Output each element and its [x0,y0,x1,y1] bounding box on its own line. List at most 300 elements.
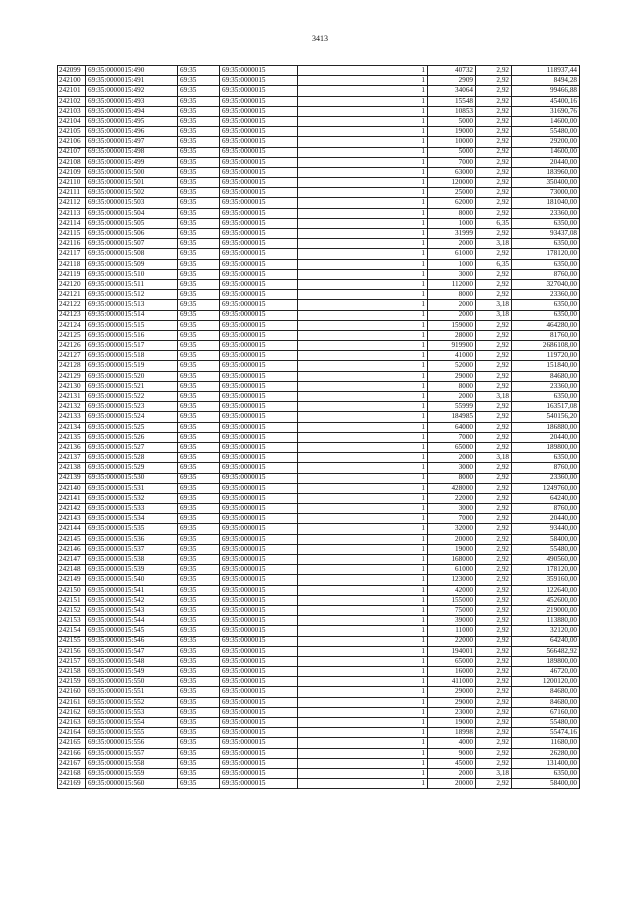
cadastral-number: 69:35:0000015:534 [86,514,178,524]
table-row [58,667,580,677]
count-cell: 1 [298,167,428,177]
cadastral-number: 69:35:0000015:538 [86,555,178,565]
quarter-number: 69:35:0000015 [220,381,298,391]
quarter-number: 69:35:0000015 [220,707,298,717]
quarter-number: 69:35:0000015 [220,493,298,503]
count-cell: 1 [298,677,428,687]
table-row [58,473,580,483]
district-code: 69:35 [178,595,220,605]
cadastral-number: 69:35:0000015:546 [86,636,178,646]
cadastral-number: 69:35:0000015:500 [86,167,178,177]
table-row [58,728,580,738]
count-cell: 1 [298,310,428,320]
cadastral-number: 69:35:0000015:496 [86,127,178,137]
row-number: 242118 [58,259,86,269]
table-row [58,371,580,381]
rate-cell: 2,92 [476,96,512,106]
table-row [58,402,580,412]
table-row [58,493,580,503]
rate-cell: 2,92 [476,198,512,208]
row-number: 242165 [58,738,86,748]
value-cell: 58400,00 [512,779,580,789]
table-row [58,483,580,493]
row-number: 242119 [58,269,86,279]
value-cell: 81760,00 [512,330,580,340]
cadastral-number: 69:35:0000015:536 [86,534,178,544]
row-number: 242153 [58,616,86,626]
area-cell: 15548 [428,96,476,106]
value-cell: 67160,00 [512,707,580,717]
value-cell: 540156,20 [512,412,580,422]
cadastral-number: 69:35:0000015:503 [86,198,178,208]
area-cell: 919900 [428,341,476,351]
count-cell: 1 [298,229,428,239]
district-code: 69:35 [178,116,220,126]
district-code: 69:35 [178,66,220,76]
district-code: 69:35 [178,239,220,249]
table-row [58,748,580,758]
district-code: 69:35 [178,188,220,198]
district-code: 69:35 [178,677,220,687]
district-code: 69:35 [178,656,220,666]
quarter-number: 69:35:0000015 [220,239,298,249]
rate-cell: 2,92 [476,758,512,768]
table-row [58,147,580,157]
value-cell: 55480,00 [512,127,580,137]
cadastral-number: 69:35:0000015:517 [86,341,178,351]
table-row [58,290,580,300]
row-number: 242121 [58,290,86,300]
district-code: 69:35 [178,524,220,534]
value-cell: 73000,00 [512,188,580,198]
table-row [58,605,580,615]
quarter-number: 69:35:0000015 [220,544,298,554]
row-number: 242123 [58,310,86,320]
cadastral-number: 69:35:0000015:545 [86,626,178,636]
quarter-number: 69:35:0000015 [220,555,298,565]
table-row [58,208,580,218]
district-code: 69:35 [178,707,220,717]
table-row [58,412,580,422]
count-cell: 1 [298,66,428,76]
count-cell: 1 [298,697,428,707]
district-code: 69:35 [178,300,220,310]
quarter-number: 69:35:0000015 [220,687,298,697]
count-cell: 1 [298,127,428,137]
value-cell: 490560,00 [512,555,580,565]
cadastral-number: 69:35:0000015:544 [86,616,178,626]
district-code: 69:35 [178,402,220,412]
quarter-number: 69:35:0000015 [220,442,298,452]
quarter-number: 69:35:0000015 [220,565,298,575]
table-row [58,636,580,646]
count-cell: 1 [298,412,428,422]
rate-cell: 2,92 [476,504,512,514]
district-code: 69:35 [178,106,220,116]
count-cell: 1 [298,453,428,463]
cadastral-number: 69:35:0000015:542 [86,595,178,605]
count-cell: 1 [298,442,428,452]
area-cell: 8000 [428,208,476,218]
count-cell: 1 [298,330,428,340]
area-cell: 18998 [428,728,476,738]
rate-cell: 2,92 [476,147,512,157]
quarter-number: 69:35:0000015 [220,198,298,208]
table-row [58,279,580,289]
district-code: 69:35 [178,555,220,565]
count-cell: 1 [298,565,428,575]
district-code: 69:35 [178,127,220,137]
quarter-number: 69:35:0000015 [220,76,298,86]
quarter-number: 69:35:0000015 [220,259,298,269]
area-cell: 2000 [428,392,476,402]
cadastral-number: 69:35:0000015:532 [86,493,178,503]
count-cell: 1 [298,320,428,330]
value-cell: 6350,00 [512,310,580,320]
rate-cell: 2,92 [476,636,512,646]
value-cell: 93437,08 [512,229,580,239]
value-cell: 32120,00 [512,626,580,636]
rate-cell: 2,92 [476,646,512,656]
value-cell: 181040,00 [512,198,580,208]
quarter-number: 69:35:0000015 [220,728,298,738]
value-cell: 23360,00 [512,290,580,300]
rate-cell: 2,92 [476,779,512,789]
cadastral-number: 69:35:0000015:553 [86,707,178,717]
count-cell: 1 [298,402,428,412]
row-number: 242144 [58,524,86,534]
cadastral-number: 69:35:0000015:552 [86,697,178,707]
row-number: 242155 [58,636,86,646]
row-number: 242110 [58,178,86,188]
table-row [58,595,580,605]
value-cell: 178120,00 [512,249,580,259]
count-cell: 1 [298,728,428,738]
area-cell: 75000 [428,605,476,615]
rate-cell: 2,92 [476,290,512,300]
area-cell: 2000 [428,300,476,310]
rate-cell: 2,92 [476,687,512,697]
quarter-number: 69:35:0000015 [220,341,298,351]
cadastral-number: 69:35:0000015:550 [86,677,178,687]
rate-cell: 2,92 [476,667,512,677]
district-code: 69:35 [178,442,220,452]
cadastral-number: 69:35:0000015:521 [86,381,178,391]
count-cell: 1 [298,259,428,269]
rate-cell: 2,92 [476,473,512,483]
area-cell: 28000 [428,330,476,340]
cadastral-number: 69:35:0000015:509 [86,259,178,269]
district-code: 69:35 [178,361,220,371]
quarter-number: 69:35:0000015 [220,310,298,320]
area-cell: 7000 [428,157,476,167]
count-cell: 1 [298,239,428,249]
cadastral-number: 69:35:0000015:497 [86,137,178,147]
count-cell: 1 [298,667,428,677]
district-code: 69:35 [178,249,220,259]
count-cell: 1 [298,718,428,728]
cadastral-number: 69:35:0000015:528 [86,453,178,463]
count-cell: 1 [298,605,428,615]
area-cell: 411000 [428,677,476,687]
row-number: 242131 [58,392,86,402]
table-row [58,330,580,340]
rate-cell: 2,92 [476,595,512,605]
table-row [58,310,580,320]
district-code: 69:35 [178,544,220,554]
rate-cell: 2,92 [476,127,512,137]
quarter-number: 69:35:0000015 [220,636,298,646]
row-number: 242109 [58,167,86,177]
district-code: 69:35 [178,229,220,239]
count-cell: 1 [298,748,428,758]
cadastral-number: 69:35:0000015:541 [86,585,178,595]
quarter-number: 69:35:0000015 [220,483,298,493]
value-cell: 6350,00 [512,392,580,402]
quarter-number: 69:35:0000015 [220,504,298,514]
rate-cell: 3,18 [476,768,512,778]
district-code: 69:35 [178,738,220,748]
row-number: 242103 [58,106,86,116]
rate-cell: 2,92 [476,575,512,585]
value-cell: 55480,00 [512,718,580,728]
cadastral-number: 69:35:0000015:526 [86,432,178,442]
count-cell: 1 [298,137,428,147]
cadastral-number: 69:35:0000015:540 [86,575,178,585]
row-number: 242148 [58,565,86,575]
district-code: 69:35 [178,320,220,330]
row-number: 242133 [58,412,86,422]
rate-cell: 2,92 [476,188,512,198]
quarter-number: 69:35:0000015 [220,279,298,289]
row-number: 242124 [58,320,86,330]
quarter-number: 69:35:0000015 [220,463,298,473]
quarter-number: 69:35:0000015 [220,514,298,524]
cadastral-number: 69:35:0000015:523 [86,402,178,412]
value-cell: 189800,00 [512,656,580,666]
quarter-number: 69:35:0000015 [220,106,298,116]
table-row [58,341,580,351]
value-cell: 14600,00 [512,147,580,157]
quarter-number: 69:35:0000015 [220,697,298,707]
row-number: 242130 [58,381,86,391]
table-row [58,768,580,778]
value-cell: 6350,00 [512,259,580,269]
cadastral-number: 69:35:0000015:519 [86,361,178,371]
row-number: 242099 [58,66,86,76]
row-number: 242117 [58,249,86,259]
quarter-number: 69:35:0000015 [220,473,298,483]
table-row [58,116,580,126]
rate-cell: 2,92 [476,728,512,738]
district-code: 69:35 [178,585,220,595]
value-cell: 8760,00 [512,504,580,514]
rate-cell: 2,92 [476,402,512,412]
rate-cell: 2,92 [476,269,512,279]
cadastral-number: 69:35:0000015:512 [86,290,178,300]
district-code: 69:35 [178,412,220,422]
quarter-number: 69:35:0000015 [220,351,298,361]
quarter-number: 69:35:0000015 [220,402,298,412]
quarter-number: 69:35:0000015 [220,412,298,422]
row-number: 242169 [58,779,86,789]
table-row [58,534,580,544]
rate-cell: 2,92 [476,605,512,615]
cadastral-number: 69:35:0000015:504 [86,208,178,218]
row-number: 242166 [58,748,86,758]
cadastral-number: 69:35:0000015:499 [86,157,178,167]
value-cell: 64240,00 [512,493,580,503]
rate-cell: 2,92 [476,381,512,391]
rate-cell: 3,18 [476,300,512,310]
row-number: 242129 [58,371,86,381]
rate-cell: 3,18 [476,239,512,249]
count-cell: 1 [298,361,428,371]
row-number: 242100 [58,76,86,86]
district-code: 69:35 [178,432,220,442]
count-cell: 1 [298,300,428,310]
row-number: 242104 [58,116,86,126]
rate-cell: 2,92 [476,738,512,748]
quarter-number: 69:35:0000015 [220,290,298,300]
table-row [58,86,580,96]
quarter-number: 69:35:0000015 [220,738,298,748]
value-cell: 93440,00 [512,524,580,534]
rate-cell: 6,35 [476,259,512,269]
area-cell: 2909 [428,76,476,86]
table-row [58,687,580,697]
district-code: 69:35 [178,208,220,218]
value-cell: 8494,28 [512,76,580,86]
area-cell: 52000 [428,361,476,371]
quarter-number: 69:35:0000015 [220,249,298,259]
area-cell: 112000 [428,279,476,289]
rate-cell: 2,92 [476,707,512,717]
table-row [58,320,580,330]
cadastral-number: 69:35:0000015:515 [86,320,178,330]
value-cell: 58400,00 [512,534,580,544]
row-number: 242141 [58,493,86,503]
quarter-number: 69:35:0000015 [220,646,298,656]
cadastral-number: 69:35:0000015:501 [86,178,178,188]
row-number: 242162 [58,707,86,717]
table-row [58,178,580,188]
table-row [58,442,580,452]
district-code: 69:35 [178,96,220,106]
rate-cell: 2,92 [476,208,512,218]
value-cell: 11680,00 [512,738,580,748]
row-number: 242158 [58,667,86,677]
rate-cell: 2,92 [476,157,512,167]
cadastral-number: 69:35:0000015:535 [86,524,178,534]
cadastral-number: 69:35:0000015:495 [86,116,178,126]
count-cell: 1 [298,463,428,473]
cadastral-number: 69:35:0000015:549 [86,667,178,677]
table-row [58,504,580,514]
rate-cell: 2,92 [476,718,512,728]
area-cell: 65000 [428,656,476,666]
cadastral-number: 69:35:0000015:491 [86,76,178,86]
row-number: 242102 [58,96,86,106]
page-number: 3413 [312,34,328,43]
area-cell: 9000 [428,748,476,758]
district-code: 69:35 [178,748,220,758]
quarter-number: 69:35:0000015 [220,667,298,677]
quarter-number: 69:35:0000015 [220,768,298,778]
rate-cell: 2,92 [476,422,512,432]
count-cell: 1 [298,341,428,351]
table-row [58,381,580,391]
table-row [58,351,580,361]
row-number: 242132 [58,402,86,412]
area-cell: 32000 [428,524,476,534]
count-cell: 1 [298,656,428,666]
rate-cell: 2,92 [476,463,512,473]
count-cell: 1 [298,371,428,381]
value-cell: 131400,00 [512,758,580,768]
value-cell: 566482,92 [512,646,580,656]
table-row [58,656,580,666]
area-cell: 8000 [428,290,476,300]
value-cell: 122640,00 [512,585,580,595]
table-row [58,758,580,768]
value-cell: 219000,00 [512,605,580,615]
area-cell: 11000 [428,626,476,636]
row-number: 242106 [58,137,86,147]
rate-cell: 6,35 [476,218,512,228]
rate-cell: 2,92 [476,544,512,554]
district-code: 69:35 [178,605,220,615]
value-cell: 1249760,00 [512,483,580,493]
row-number: 242139 [58,473,86,483]
quarter-number: 69:35:0000015 [220,677,298,687]
cadastral-number: 69:35:0000015:548 [86,656,178,666]
table-row [58,779,580,789]
area-cell: 168000 [428,555,476,565]
cadastral-number: 69:35:0000015:537 [86,544,178,554]
count-cell: 1 [298,269,428,279]
district-code: 69:35 [178,422,220,432]
table-row [58,76,580,86]
cadastral-number: 69:35:0000015:494 [86,106,178,116]
count-cell: 1 [298,432,428,442]
quarter-number: 69:35:0000015 [220,127,298,137]
cadastral-number: 69:35:0000015:510 [86,269,178,279]
cadastral-number: 69:35:0000015:506 [86,229,178,239]
count-cell: 1 [298,279,428,289]
count-cell: 1 [298,758,428,768]
cadastral-number: 69:35:0000015:529 [86,463,178,473]
count-cell: 1 [298,218,428,228]
cadastral-number: 69:35:0000015:524 [86,412,178,422]
district-code: 69:35 [178,157,220,167]
table-row [58,422,580,432]
quarter-number: 69:35:0000015 [220,595,298,605]
district-code: 69:35 [178,758,220,768]
cadastral-number: 69:35:0000015:533 [86,504,178,514]
value-cell: 178120,00 [512,565,580,575]
district-code: 69:35 [178,575,220,585]
district-code: 69:35 [178,646,220,656]
area-cell: 20000 [428,779,476,789]
row-number: 242115 [58,229,86,239]
table-row [58,565,580,575]
row-number: 242138 [58,463,86,473]
value-cell: 327040,00 [512,279,580,289]
value-cell: 8760,00 [512,463,580,473]
value-cell: 151840,00 [512,361,580,371]
rate-cell: 2,92 [476,677,512,687]
